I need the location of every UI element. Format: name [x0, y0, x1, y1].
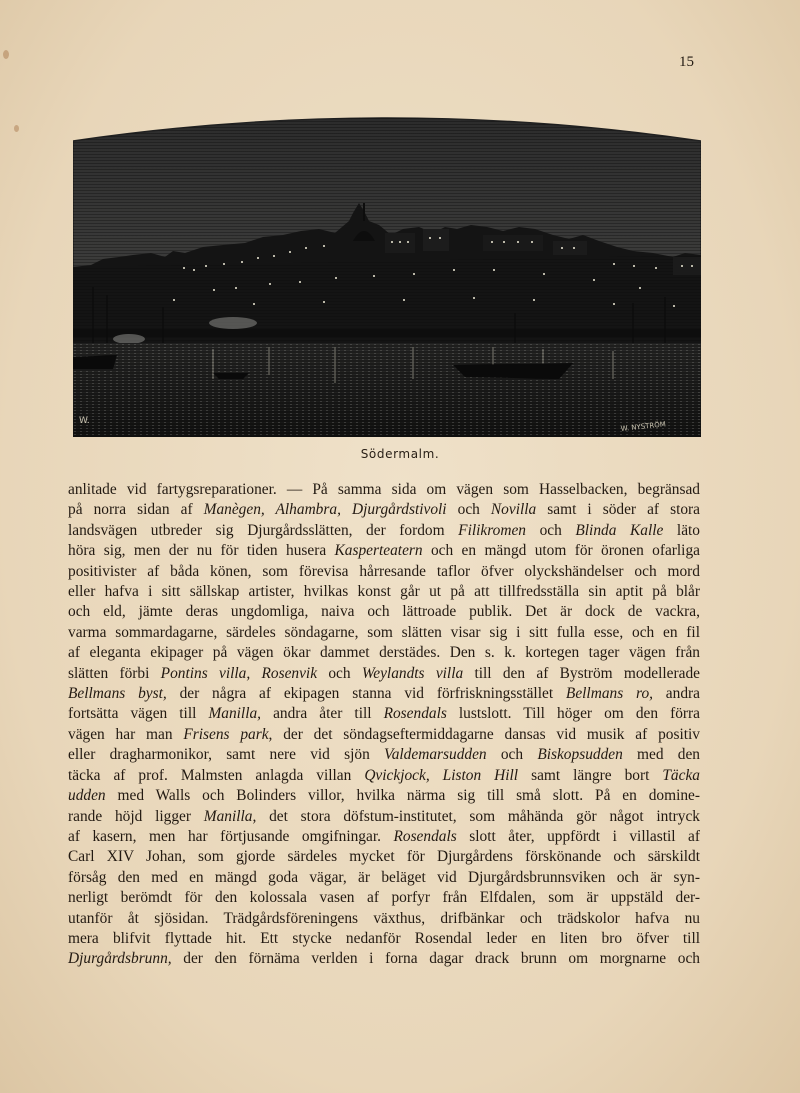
text-run: och en mängd utom för öronen ofarliga	[422, 542, 700, 560]
text-run: och	[317, 664, 362, 682]
text-run: på norra sidan af	[68, 501, 204, 519]
text-run: eller hafva i sitt sällskap artister, hvilkas konst går ut på att tillfredsställa sin aptit på blår	[68, 583, 700, 601]
text-run: utanför åt sjösidan. Trädgårdsföreningens växthus, drifbänkar och trädskolor hafva nu	[68, 909, 700, 927]
text-run: der några af ekipagen stanna vid förfriskningsstället	[166, 685, 566, 703]
text-run: af kasern, men har förtjusande omgifningar.	[68, 827, 394, 845]
text-run: med den	[622, 746, 701, 764]
italic-name: Valdemarsudden	[384, 746, 487, 764]
text-run: varma sommardagarne, särdeles söndagarne, som slätten visar sig i sitt fulla esse, och en fil	[68, 623, 700, 641]
text-line	[68, 827, 700, 847]
text-line	[68, 643, 700, 663]
text-line	[68, 929, 700, 949]
text-run: läto	[663, 521, 700, 539]
text-run: lustslott. Till höger om den förra	[446, 705, 700, 723]
text-line	[68, 562, 700, 582]
text-run: fortsätta vägen till	[68, 705, 209, 723]
italic-name: Qvickjock, Liston Hill	[364, 766, 519, 784]
text-run: och	[446, 501, 491, 519]
text-run: Carl XIV Johan, som gjorde särdeles mycket för Djurgårdens förskönande och särskildt	[68, 848, 700, 866]
text-run: andra åter till	[261, 705, 384, 723]
text-run: mera blifvit flyttade hit. Ett stycke nedanför Rosendal leder en liten bro öfver till	[68, 929, 700, 947]
italic-name: Manègen, Alhambra, Djurgårdstivoli	[203, 501, 447, 519]
paper-stain	[14, 125, 19, 132]
italic-name: Pontins villa, Rosenvik	[160, 664, 318, 682]
italic-name: udden	[68, 787, 106, 805]
text-run: der den förnäma verlden i forna dagar drack brunn om morgnarne och	[171, 950, 700, 968]
italic-name: Manilla,	[208, 705, 262, 723]
engraver-signature-left: W.	[79, 416, 90, 426]
text-line	[68, 704, 700, 724]
text-run: höra sig, men der nu för tiden husera	[68, 542, 335, 560]
body-text	[68, 480, 700, 970]
italic-name: Bellmans byst,	[68, 685, 167, 703]
text-line	[68, 868, 700, 888]
text-line	[68, 949, 700, 969]
text-run: slätten förbi	[68, 664, 161, 682]
text-line	[68, 684, 700, 704]
italic-name: Weylandts villa	[361, 664, 464, 682]
text-line	[68, 541, 700, 561]
text-run: täcka af prof. Malmsten anlagda villan	[68, 766, 365, 784]
text-line	[68, 602, 700, 622]
text-line	[68, 725, 700, 745]
text-line	[68, 664, 700, 684]
text-run: vägen har man	[68, 725, 184, 743]
text-run: anlitade vid fartygsreparationer. — På samma sida om vägen som Hasselbacken, begränsad	[68, 481, 700, 498]
italic-name: Djurgårdsbrunn,	[68, 950, 172, 968]
text-line	[68, 786, 700, 806]
italic-name: Kasperteatern	[334, 542, 423, 560]
text-run: samt längre bort	[518, 766, 663, 784]
text-run: af eleganta ekipager på vägen ökar dammet derstädes. Den s. k. kortegen tager vägen från	[68, 644, 700, 662]
text-run: eller dragharmonikor, samt nere vid sjön	[68, 746, 385, 764]
italic-name: Rosendals	[393, 827, 457, 845]
text-line	[68, 807, 700, 827]
paper-stain	[3, 50, 9, 59]
text-line	[68, 909, 700, 929]
text-line	[68, 766, 700, 786]
text-run: till den af Byström modellerade	[463, 664, 700, 682]
page-number: 15	[679, 54, 694, 70]
italic-name: Frisens park,	[183, 725, 273, 743]
italic-name: Bellmans ro,	[565, 685, 653, 703]
italic-name: Filikromen	[458, 521, 526, 539]
italic-name: Blinda Kalle	[575, 521, 664, 539]
engraving-sodermalm	[73, 117, 701, 437]
text-run: med Walls och Bolinders villor, hvilka närma sig till små slott. På en domine-	[105, 787, 700, 805]
text-run: det stora döfstum-institutet, som måhända gör något intryck	[256, 807, 700, 825]
text-line	[68, 500, 700, 520]
text-line	[68, 480, 700, 500]
text-line	[68, 888, 700, 908]
text-run: positivister af båda könen, som förevisa hårresande taflor öfver olyckshändelser och mord	[68, 562, 700, 580]
italic-name: Rosendals	[383, 705, 447, 723]
italic-name: Manilla,	[203, 807, 257, 825]
illustration-caption: Södermalm.	[360, 447, 440, 461]
italic-name: Novilla	[490, 501, 537, 519]
text-run: slott åter, uppfördt i villastil af	[456, 827, 700, 845]
text-line	[68, 847, 700, 867]
text-run: rande höjd ligger	[68, 807, 204, 825]
text-line	[68, 582, 700, 602]
text-run: nerligt berömdt för den kolossala vasen af porfyr från Elfdalen, som är uppstäld der-	[68, 889, 700, 907]
text-line	[68, 623, 700, 643]
text-run: samt i söder af stora	[536, 501, 700, 519]
engraver-signature-right: W. NYSTRÖM	[620, 420, 667, 433]
text-run: andra	[652, 685, 700, 703]
text-line	[68, 745, 700, 765]
text-run: och	[526, 521, 576, 539]
italic-name: Biskopsudden	[537, 746, 623, 764]
text-line	[68, 521, 700, 541]
text-run: och eld, jämte deras ungdomliga, naiva och lättroade publik. Det är dock de vackra,	[68, 603, 700, 621]
text-run: försåg den med en mängd goda vägar, är beläget vid Djurgårdsbrunnsviken och är syn-	[68, 868, 700, 886]
text-run: och	[486, 746, 538, 764]
italic-name: Täcka	[662, 766, 700, 784]
text-run: der det söndagseftermiddagarne dansas vid musik af positiv	[272, 725, 700, 743]
text-run: landsvägen utbreder sig Djurgårdsslätten, der fordom	[68, 521, 459, 539]
